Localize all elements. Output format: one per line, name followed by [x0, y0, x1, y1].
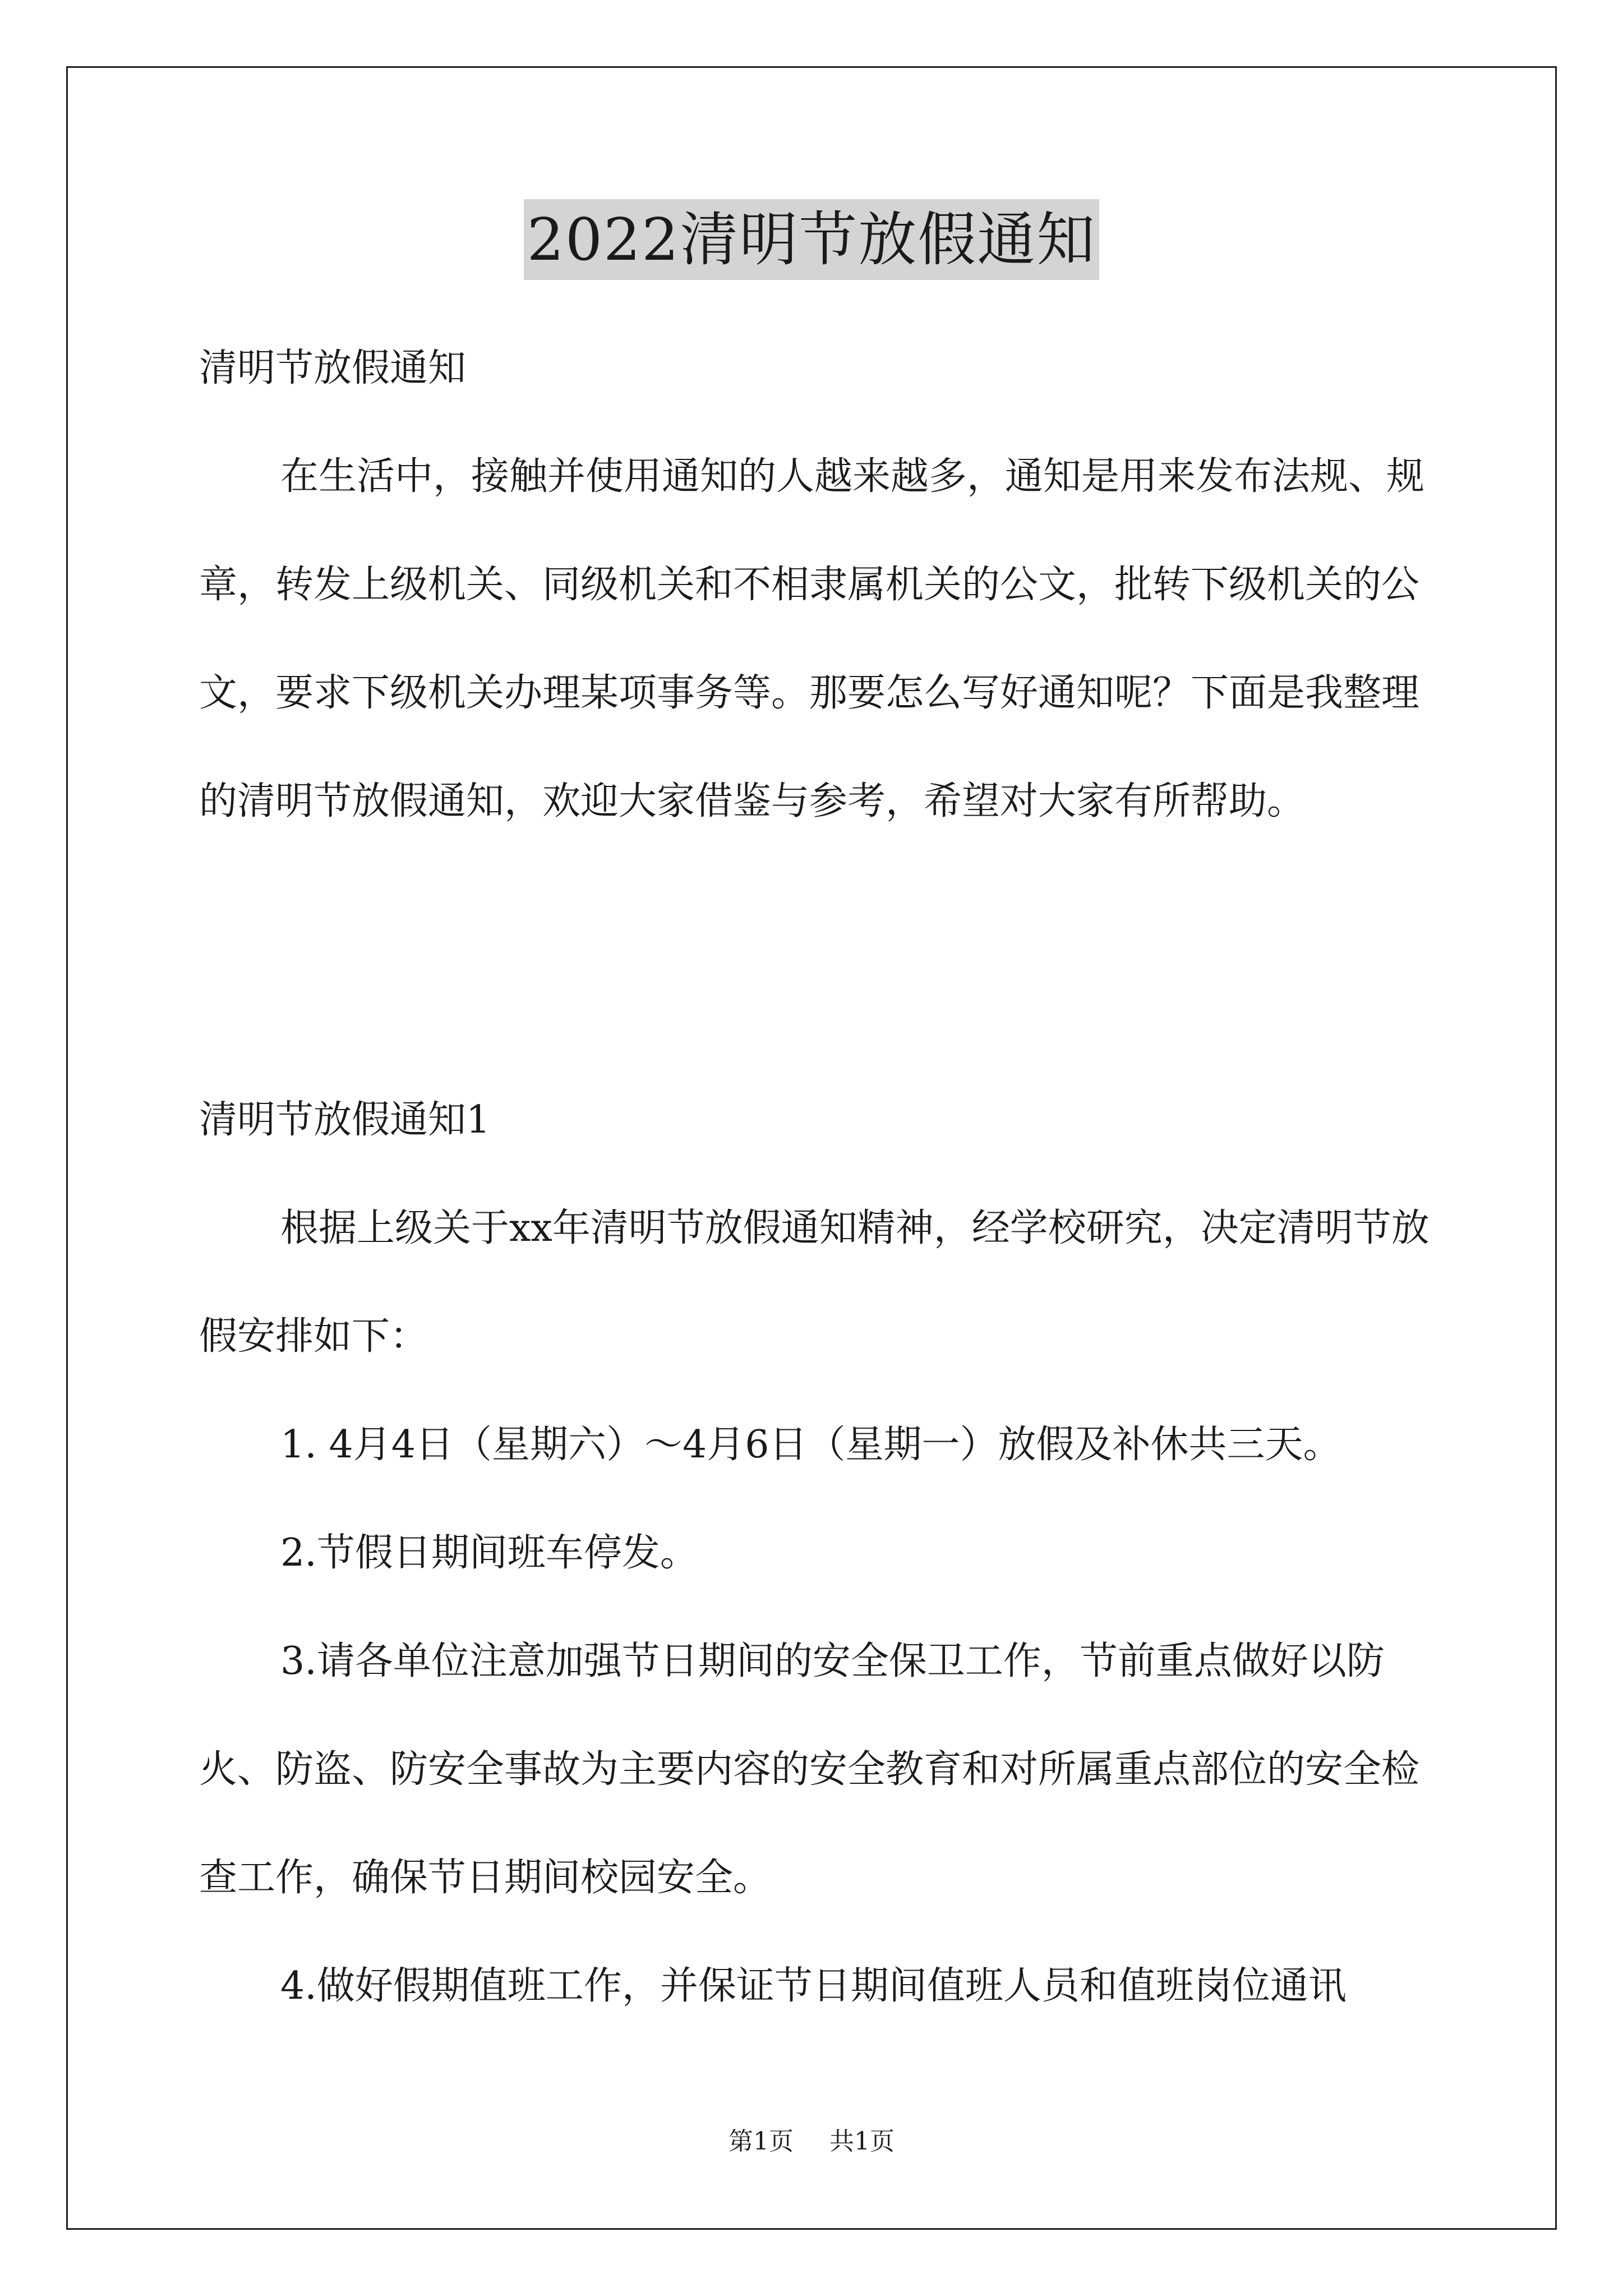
list-item-3: 3.请各单位注意加强节日期间的安全保卫工作，节前重点做好以防火、防盗、防安全事故为主要内容的安全教育和对所属重点部位的安全检查工作，确保节日期间校园安全。: [199, 1639, 1420, 1900]
list-item-4: 4.做好假期值班工作，并保证节日期间值班人员和值班岗位通讯: [280, 1964, 1347, 2008]
page-footer: [0, 2125, 1623, 2159]
page-number-current: 第1页: [728, 2127, 794, 2156]
document-title: 2022清明节放假通知: [524, 199, 1100, 280]
section-heading-1: 清明节放假通知: [199, 346, 467, 390]
intro-paragraph: 在生活中，接触并使用通知的人越来越多，通知是用来发布法规、规章，转发上级机关、同级机关和不相隶属机关的公文，批转下级机关的公文，要求下级机关办理某项事务等。那要怎么写好通知呢？下面是我整理的清明节放假通知，欢迎大家借鉴与参考，希望对大家有所帮助。: [199, 454, 1425, 823]
list-item-1: 1. 4月4日（星期六）～4月6日（星期一）放假及补休共三天。: [280, 1423, 1341, 1467]
title-container: [0, 199, 1623, 280]
list-item-2: 2.节假日期间班车停发。: [280, 1531, 698, 1575]
decision-paragraph: 根据上级关于xx年清明节放假通知精神，经学校研究，决定清明节放假安排如下：: [199, 1206, 1430, 1359]
page-number-total: 共1页: [829, 2127, 895, 2156]
section-heading-2: 清明节放假通知1: [199, 1098, 491, 1142]
